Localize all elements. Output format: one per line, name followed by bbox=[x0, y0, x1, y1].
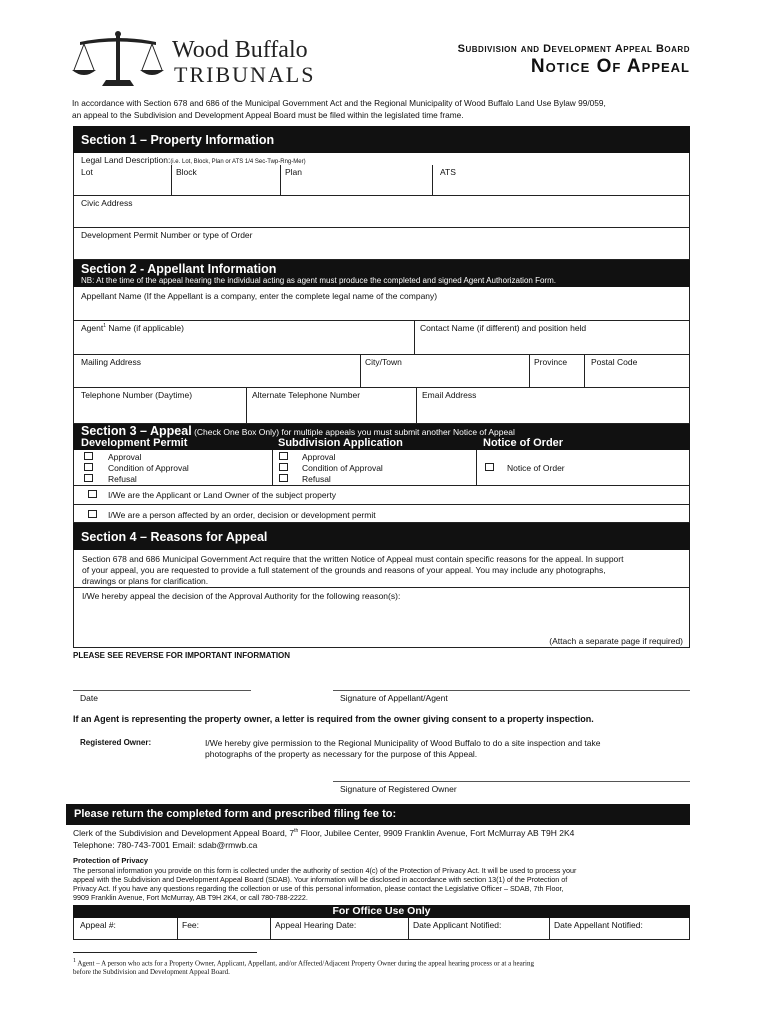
return-address-b: Floor, Jubilee Center, 9909 Franklin Avenue, Fort McMurray AB T9H 2K4 bbox=[298, 828, 575, 838]
dev-approval-label: Approval bbox=[108, 452, 142, 462]
office-use-table bbox=[73, 918, 690, 940]
postal-code-label: Postal Code bbox=[591, 357, 638, 367]
affected-checkbox[interactable] bbox=[88, 510, 97, 518]
dev-refusal-checkbox[interactable] bbox=[84, 474, 93, 482]
section-1-header bbox=[73, 126, 690, 153]
section-1-form bbox=[73, 153, 690, 260]
permit-number-label: Development Permit Number or type of Order bbox=[81, 230, 253, 240]
office-use-title: For Office Use Only bbox=[332, 905, 431, 917]
footnote-number: 1 bbox=[73, 958, 76, 964]
privacy-line-3: Privacy Act. If you have any questions regarding the collection or use of this personal information, please contact the Legislative Officer – SDAB, 7th Floor, bbox=[73, 884, 564, 893]
section-3-form bbox=[73, 450, 690, 523]
privacy-line-2: appeal with the Subdivision and Development Appeal Board (SDAB). Your information will be disclosed in accordance with section 13(1) of the Protection of bbox=[73, 875, 568, 884]
sub-refusal-checkbox[interactable] bbox=[279, 474, 288, 482]
date-field[interactable] bbox=[73, 674, 251, 689]
legal-land-label: Legal Land Description: bbox=[81, 155, 171, 165]
reasons-prompt: I/We hereby appeal the decision of the Approval Authority for the following reason(s): bbox=[82, 591, 401, 601]
intro-line-2: an appeal to the Subdivision and Development Appeal Board must be filed within the legislated time frame. bbox=[72, 110, 464, 120]
logo-title: Wood Buffalo bbox=[172, 37, 308, 63]
office-use-header bbox=[73, 905, 690, 918]
privacy-line-4: 9909 Franklin Avenue, Fort McMurray, AB T9H 2K4, or call 780-788-2222. bbox=[73, 893, 308, 902]
affected-label: I/We are a person affected by an order, decision or development permit bbox=[108, 510, 376, 520]
permission-line-1: I/We hereby give permission to the Regional Municipality of Wood Buffalo to do a site inspection and take bbox=[205, 738, 601, 748]
telephone-field[interactable] bbox=[78, 403, 246, 419]
email-field[interactable] bbox=[420, 403, 688, 419]
section-2-header bbox=[73, 260, 690, 287]
permit-number-field[interactable] bbox=[78, 242, 688, 258]
civic-address-field[interactable] bbox=[78, 210, 688, 226]
agent-name-field[interactable] bbox=[78, 335, 412, 351]
mailing-address-field[interactable] bbox=[78, 369, 360, 385]
ats-field[interactable] bbox=[435, 179, 689, 195]
office-fee: Fee: bbox=[182, 920, 200, 930]
form-title: Notice Of Appeal bbox=[530, 56, 690, 77]
dev-refusal-label: Refusal bbox=[108, 474, 137, 484]
civic-address-label: Civic Address bbox=[81, 198, 133, 208]
order-checkbox[interactable] bbox=[485, 463, 494, 471]
dev-approval-checkbox[interactable] bbox=[84, 452, 93, 460]
dev-condition-checkbox[interactable] bbox=[84, 463, 93, 471]
agent-footnote-ref: 1 bbox=[103, 323, 106, 330]
legal-land-hint: (i.e. Lot, Block, Plan or ATS 1/4 Sec-Twp-Rng-Mer) bbox=[170, 159, 306, 165]
block-field[interactable] bbox=[174, 179, 282, 195]
section-4-header bbox=[73, 523, 690, 550]
office-applicant-notified: Date Applicant Notified: bbox=[413, 920, 502, 930]
section-1-title: Section 1 – Property Information bbox=[81, 133, 275, 147]
alt-telephone-field[interactable] bbox=[250, 403, 416, 419]
owner-signature-field[interactable] bbox=[333, 765, 690, 780]
sub-condition-checkbox[interactable] bbox=[279, 463, 288, 471]
sub-condition-label: Condition of Approval bbox=[302, 463, 383, 473]
contact-name-field[interactable] bbox=[418, 335, 688, 351]
appellant-signature-label: Signature of Appellant/Agent bbox=[340, 693, 448, 703]
owner-checkbox[interactable] bbox=[88, 490, 97, 498]
ats-label: ATS bbox=[440, 167, 456, 177]
sub-approval-checkbox[interactable] bbox=[279, 452, 288, 460]
date-label: Date bbox=[80, 693, 98, 703]
plan-label: Plan bbox=[285, 167, 303, 177]
office-appeal-number: Appeal #: bbox=[80, 920, 116, 930]
reasons-para-1: Section 678 and 686 Municipal Government Act require that the written Notice of Appeal must contain specific reasons for the appeal. In support bbox=[82, 554, 624, 564]
section-3-note: (Check One Box Only) for multiple appeals you must submit another Notice of Appeal bbox=[194, 427, 515, 437]
sub-approval-label: Approval bbox=[302, 452, 336, 462]
reverse-note: PLEASE SEE REVERSE FOR IMPORTANT INFORMATION bbox=[73, 651, 291, 660]
contact-name-label: Contact Name (if different) and position held bbox=[420, 323, 587, 333]
province-label: Province bbox=[534, 357, 568, 367]
alt-telephone-label: Alternate Telephone Number bbox=[252, 390, 361, 400]
section-2-title: Section 2 - Appellant Information bbox=[81, 262, 277, 276]
agent-label-rest: Name (if applicable) bbox=[106, 323, 184, 333]
privacy-title: Protection of Privacy bbox=[73, 856, 149, 865]
city-label: City/Town bbox=[365, 357, 402, 367]
section-4-form bbox=[73, 550, 690, 648]
province-field[interactable] bbox=[532, 369, 584, 385]
appellant-signature-field[interactable] bbox=[333, 674, 690, 689]
dev-condition-label: Condition of Approval bbox=[108, 463, 189, 473]
col-notice-of-order: Notice of Order bbox=[483, 437, 564, 449]
lot-field[interactable] bbox=[78, 179, 172, 195]
city-field[interactable] bbox=[363, 369, 529, 385]
section-3-title: Section 3 – Appeal bbox=[81, 424, 192, 438]
agent-label: Agent bbox=[81, 323, 104, 333]
intro-line-1: In accordance with Section 678 and 686 of the Municipal Government Act and the Regional Municipality of Wood Buffalo Land Use Bylaw 99/059, bbox=[72, 98, 606, 108]
logo-subtitle: TRIBUNALS bbox=[174, 62, 316, 87]
email-label: Email Address bbox=[422, 390, 477, 400]
sub-refusal-label: Refusal bbox=[302, 474, 331, 484]
appellant-name-field[interactable] bbox=[78, 303, 688, 319]
section-3-header bbox=[73, 424, 690, 450]
agent-form-note: NB: At the time of the appeal hearing the individual acting as agent must produce the completed and signed Agent Authorization Form. bbox=[81, 276, 556, 285]
reasons-para-3: drawings or plans for clarification. bbox=[82, 576, 209, 586]
appellant-name-label: Appellant Name (If the Appellant is a company, enter the complete legal name of the company) bbox=[81, 291, 438, 301]
section-4-title: Section 4 – Reasons for Appeal bbox=[81, 530, 268, 544]
return-address-sup: th bbox=[294, 828, 299, 835]
privacy-line-1: The personal information you provide on this form is collected under the authority of section 4(c) of the Protection of Privacy Act. It will be used to process your bbox=[73, 866, 577, 875]
logo bbox=[70, 30, 320, 90]
return-address-a: Clerk of the Subdivision and Development Appeal Board, 7 bbox=[73, 828, 295, 838]
owner-label: I/We are the Applicant or Land Owner of the subject property bbox=[108, 490, 337, 500]
block-label: Block bbox=[176, 167, 197, 177]
agent-consent-note: If an Agent is representing the property owner, a letter is required from the owner giving consent to a property inspection. bbox=[73, 714, 594, 724]
col-subdivision-application: Subdivision Application bbox=[278, 437, 403, 449]
office-appellant-notified: Date Appellant Notified: bbox=[554, 920, 643, 930]
return-header bbox=[66, 804, 690, 825]
board-name: Subdivision and Development Appeal Board bbox=[457, 43, 690, 55]
lot-label: Lot bbox=[81, 167, 93, 177]
return-title: Please return the completed form and prescribed filing fee to: bbox=[74, 808, 397, 820]
telephone-label: Telephone Number (Daytime) bbox=[81, 390, 193, 400]
office-hearing-date: Appeal Hearing Date: bbox=[275, 920, 357, 930]
reasons-field[interactable] bbox=[78, 604, 688, 638]
section-2-form bbox=[73, 287, 690, 424]
return-contact: Telephone: 780-743-7001 Email: sdab@rmwb.ca bbox=[73, 840, 258, 850]
owner-signature-label: Signature of Registered Owner bbox=[340, 784, 457, 794]
col-development-permit: Development Permit bbox=[81, 437, 188, 449]
postal-code-field[interactable] bbox=[587, 369, 689, 385]
footnote-line-1: Agent – A person who acts for a Property Owner, Applicant, Appellant, and/or Affected/Adjacent Property Owner during the appeal hearing process or at a hearing bbox=[77, 959, 534, 968]
plan-field[interactable] bbox=[283, 179, 433, 195]
attach-note: (Attach a separate page if required) bbox=[549, 636, 683, 646]
registered-owner-label: Registered Owner: bbox=[80, 738, 152, 747]
permission-line-2: photographs of the property as necessary for the purpose of this Appeal. bbox=[205, 749, 478, 759]
mailing-address-label: Mailing Address bbox=[81, 357, 142, 367]
order-label: Notice of Order bbox=[507, 463, 565, 473]
scales-of-justice-icon bbox=[70, 30, 170, 88]
reasons-para-2: of your appeal, you are requested to provide a full statement of the grounds and reasons of your appeal. You may include any photographs, bbox=[82, 565, 606, 575]
footnote-line-2: before the Subdivision and Development Appeal Board. bbox=[73, 968, 230, 976]
